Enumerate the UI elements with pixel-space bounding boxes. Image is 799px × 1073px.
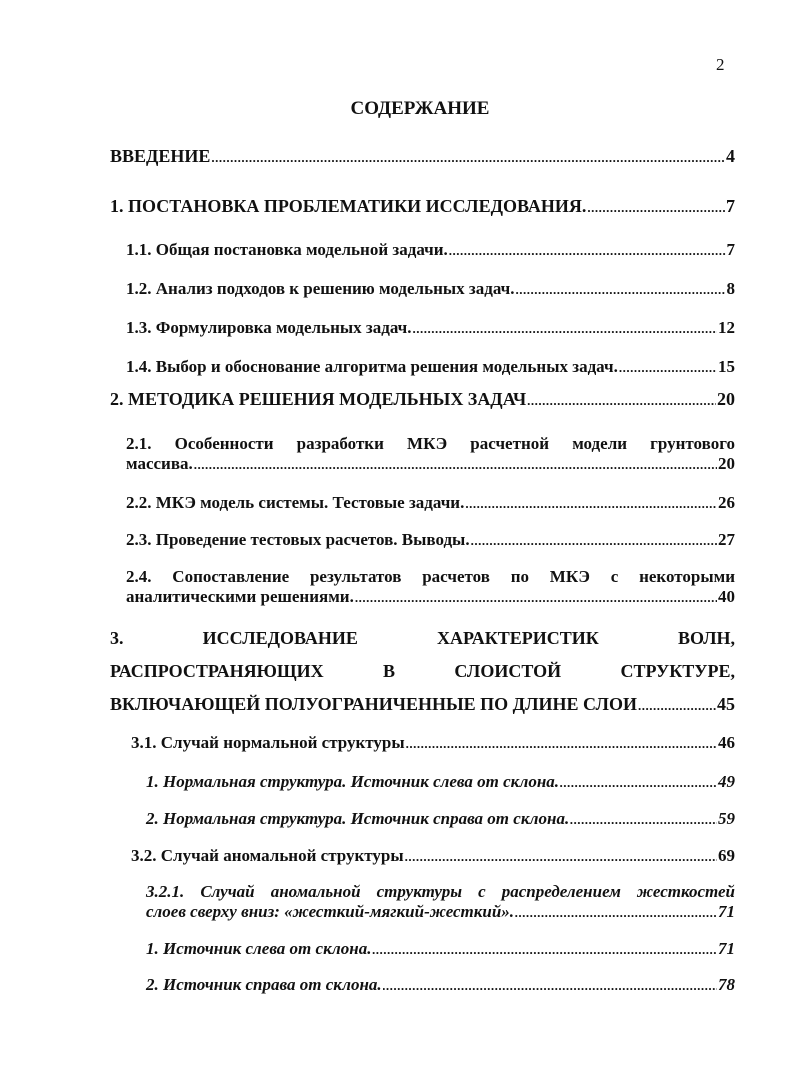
toc-entry-page: 49 [718,772,735,791]
toc-entry-title: 3. ИССЛЕДОВАНИЕ ХАРАКТЕРИСТИК ВОЛН, [110,628,735,648]
toc-entry-title: 3.2.1. Случай аномальной структуры с распределением жесткостей [146,882,735,901]
toc-entry[interactable] [126,493,735,514]
toc-entry-title: 2.4. Сопоставление результатов расчетов по МКЭ с некоторыми [126,567,735,586]
toc-entry-page: 69 [718,846,735,865]
dot-leader [383,975,717,996]
toc-entry-title: 2. Нормальная структура. Источник справа от склона. [146,809,570,828]
toc-entry-page: 71 [718,902,735,921]
toc-entry[interactable] [126,530,735,551]
toc-entry-page: 40 [718,587,735,606]
toc-entry-page: 20 [718,454,735,473]
toc-entry-title: аналитическими решениями. [126,587,354,606]
toc-entry-title: 1. Источник слева от склона. [146,939,372,958]
toc-entry[interactable] [126,279,735,300]
toc-entry[interactable] [146,975,735,996]
page-number: 2 [716,55,725,74]
dot-leader [355,587,717,608]
toc-entry[interactable] [126,357,735,378]
toc-entry-title: 3.1. Случай нормальной структуры [131,733,405,752]
toc-entry[interactable] [110,389,735,411]
toc-entry-title: РАСПРОСТРАНЯЮЩИХ В СЛОИСТОЙ СТРУКТУРЕ, [110,661,735,681]
toc-entry-title: 2. Источник справа от склона. [146,975,382,994]
toc-entry[interactable] [146,939,735,960]
toc-entry[interactable] [126,434,735,475]
toc-entry-page: 78 [718,975,735,994]
toc-entry-page: 4 [726,146,735,166]
toc-entry[interactable] [146,882,735,923]
toc-entry-title: 2.2. МКЭ модель системы. Тестовые задачи. [126,493,465,512]
toc-entry-title: 2.3. Проведение тестовых расчетов. Выводы. [126,530,470,549]
toc-entry[interactable] [131,733,735,754]
toc-entry-title: 1.1. Общая постановка модельной задачи. [126,240,448,259]
dot-leader [465,493,717,514]
page-title: СОДЕРЖАНИЕ [350,98,490,119]
dot-leader [449,240,726,261]
toc-entry-page: 7 [726,196,735,216]
toc-entry-title: ВКЛЮЧАЮЩЕЙ ПОЛУОГРАНИЧЕННЫЕ ПО ДЛИНЕ СЛОИ [110,694,637,714]
toc-entry-title: массива. [126,454,193,473]
dot-leader [406,733,717,754]
dot-leader [619,357,717,378]
dot-leader [515,902,717,923]
toc-entry-page: 45 [717,694,735,714]
toc-entry-title: 1. ПОСТАНОВКА ПРОБЛЕМАТИКИ ИССЛЕДОВАНИЯ. [110,196,587,216]
toc-entry[interactable] [131,846,735,867]
dot-leader [471,530,717,551]
toc-entry[interactable] [110,196,735,218]
toc-entry-page: 12 [718,318,735,337]
dot-leader [515,279,725,300]
dot-leader [372,939,717,960]
toc-entry-page: 15 [718,357,735,376]
toc-entry-title: 3.2. Случай аномальной структуры [131,846,404,865]
dot-leader [194,454,717,475]
dot-leader [560,772,717,793]
toc-entry[interactable] [146,809,735,830]
toc-entry[interactable] [126,318,735,339]
toc-entry-title: 1. Нормальная структура. Источник слева от склона. [146,772,560,791]
toc-entry-page: 8 [726,279,735,298]
toc-entry-title: слоев сверху вниз: «жесткий-мягкий-жесткий». [146,902,515,921]
dot-leader [405,846,717,867]
toc-entry[interactable] [126,240,735,261]
toc-entry[interactable] [110,146,735,168]
dot-leader [638,688,716,722]
toc-entry-page: 26 [718,493,735,512]
toc-entry-page: 71 [718,939,735,958]
toc-entry-page: 59 [718,809,735,828]
toc-entry[interactable] [126,567,735,608]
toc-entry[interactable] [146,772,735,793]
toc-entry[interactable] [110,622,735,722]
dot-leader [412,318,717,339]
dot-leader [527,389,716,411]
dot-leader [211,146,725,168]
toc-entry-page: 20 [717,389,735,409]
toc-entry-title: 2. МЕТОДИКА РЕШЕНИЯ МОДЕЛЬНЫХ ЗАДАЧ [110,389,527,409]
toc-entry-title: 1.4. Выбор и обоснование алгоритма решения модельных задач. [126,357,618,376]
dot-leader [587,196,725,218]
toc-entry-page: 27 [718,530,735,549]
toc-entry-title: 2.1. Особенности разработки МКЭ расчетной модели грунтового [126,434,735,453]
toc-entry-page: 46 [718,733,735,752]
toc-entry-page: 7 [726,240,735,259]
toc-entry-title: ВВЕДЕНИЕ [110,146,211,166]
toc-entry-title: 1.3. Формулировка модельных задач. [126,318,412,337]
toc-entry-title: 1.2. Анализ подходов к решению модельных задач. [126,279,515,298]
dot-leader [570,809,717,830]
